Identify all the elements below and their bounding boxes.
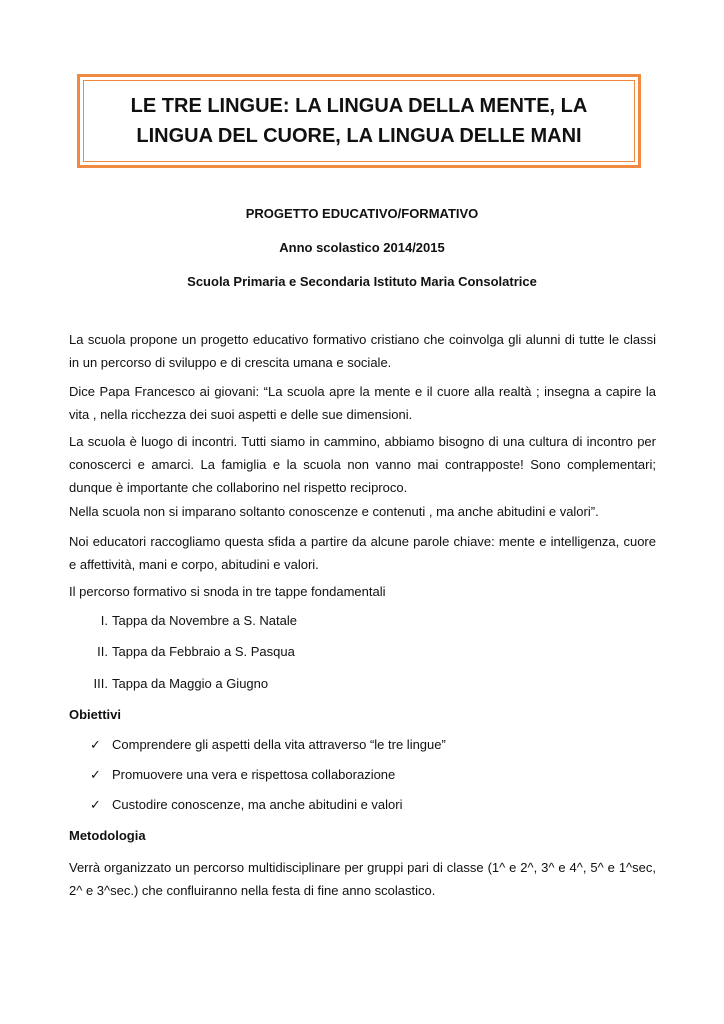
subtitle: PROGETTO EDUCATIVO/FORMATIVO xyxy=(245,206,479,221)
paragraph-values: Nella scuola non si imparano soltanto conoscenze e contenuti , ma anche abitudini e valori”. xyxy=(69,504,599,519)
title-inner-frame xyxy=(83,80,635,162)
stage-number: III. xyxy=(93,676,108,691)
stage-number: I. xyxy=(100,613,108,628)
paragraph-intro: La scuola propone un progetto educativo formativo cristiano che coinvolga gli alunni di tutte le classi in un percorso di sviluppo e di crescita umana e sociale. xyxy=(69,332,656,370)
checkmark-icon: ✓ xyxy=(90,767,101,782)
objective-text: Custodire conoscenze, ma anche abitudini e valori xyxy=(112,797,403,812)
paragraph-path: Il percorso formativo si snoda in tre tappe fondamentali xyxy=(69,584,386,599)
list-item xyxy=(69,644,656,664)
checkmark-icon: ✓ xyxy=(90,797,101,812)
paragraph-meetings: La scuola è luogo di incontri. Tutti siamo in cammino, abbiamo bisogno di una cultura di incontro per conoscerci e amarci. La famiglia e la scuola non vanno mai contrapposte! Sono complementari; dunque è importante che collaborino nel rispetto reciproco. xyxy=(69,434,656,495)
paragraph-pope-quote: Dice Papa Francesco ai giovani: “La scuola apre la mente e il cuore alla realtà ; insegna a capire la vita , nella ricchezza dei suoi aspetti e delle sue dimensioni. xyxy=(69,384,656,422)
objective-text: Promuovere una vera e rispettosa collaborazione xyxy=(112,767,396,782)
page-title: LE TRE LINGUE: LA LINGUA DELLA MENTE, LA LINGUA DEL CUORE, LA LINGUA DELLE MANI xyxy=(130,95,588,147)
title-box xyxy=(77,74,641,168)
list-item xyxy=(69,676,656,696)
checkmark-icon: ✓ xyxy=(90,737,101,752)
school-year: Anno scolastico 2014/2015 xyxy=(279,240,445,255)
methodology-heading: Metodologia xyxy=(69,828,146,843)
stage-text: Tappa da Febbraio a S. Pasqua xyxy=(112,644,295,659)
school-name: Scuola Primaria e Secondaria Istituto Maria Consolatrice xyxy=(187,274,537,289)
stage-text: Tappa da Maggio a Giugno xyxy=(112,676,269,691)
objectives-heading: Obiettivi xyxy=(69,707,122,722)
stage-number: II. xyxy=(97,644,108,659)
list-item xyxy=(69,613,656,633)
paragraph-methodology: Verrà organizzato un percorso multidisciplinare per gruppi pari di classe (1^ e 2^, 3^ e 4^, 5^ e 1^sec, 2^ e 3^sec.) che confluiranno nella festa di fine anno scolastico. xyxy=(69,860,656,898)
stage-text: Tappa da Novembre a S. Natale xyxy=(112,613,297,628)
objective-text: Comprendere gli aspetti della vita attraverso “le tre lingue” xyxy=(112,737,446,752)
paragraph-educators: Noi educatori raccogliamo questa sfida a partire da alcune parole chiave: mente e intelligenza, cuore e affettività, mani e corpo, abitudini e valori. xyxy=(69,534,656,572)
